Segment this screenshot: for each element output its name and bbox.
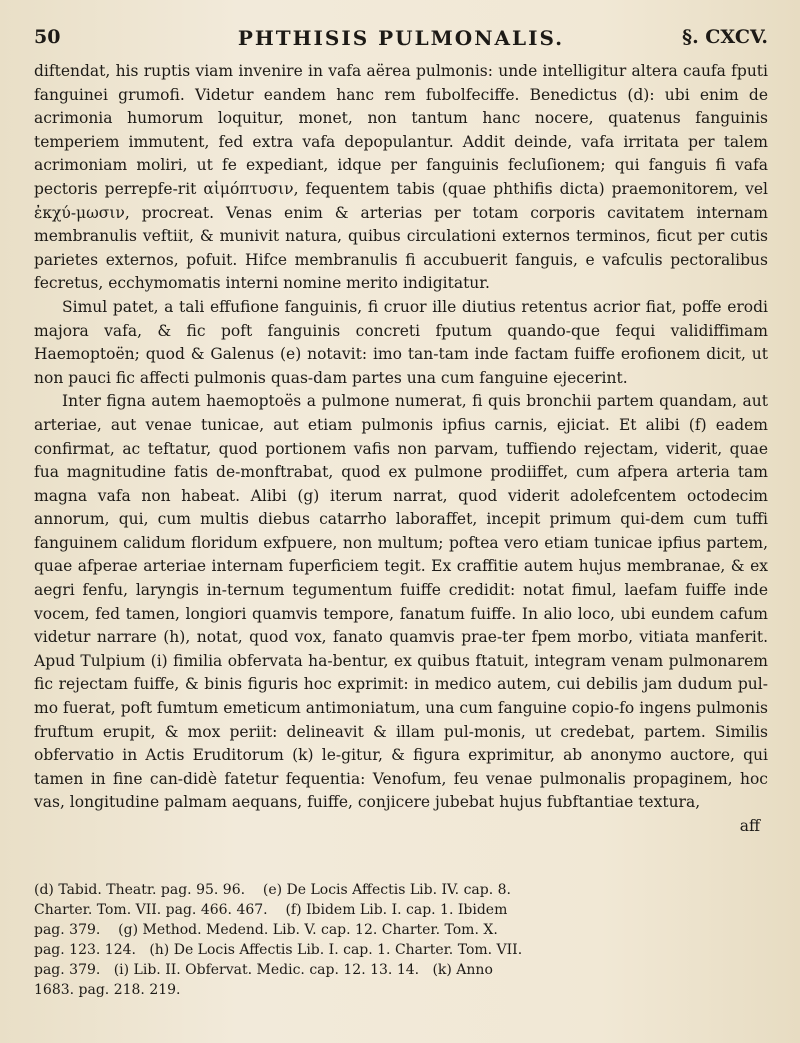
- running-header: [34, 26, 768, 56]
- footnote-g: (g) Method. Medend. Lib. V. cap. 12. Charter. Tom. X.: [118, 922, 498, 938]
- section-number: §. CXCV.: [682, 26, 768, 48]
- footnote-d: (d) Tabid. Theatr. pag. 95. 96. (e) De Locis Affectis Lib. IV. cap. 8.: [34, 882, 511, 898]
- footnote-i: (i) Lib. II. Obfervat. Medic. cap. 12. 13. 14.: [113, 962, 420, 978]
- running-title: PHTHISIS PULMONALIS.: [237, 26, 565, 50]
- paragraph-3: Inter figna autem haemoptoës a pulmone numerat, fi quis bronchii partem quandam, aut arteriae, aut venae tunicae, aut etiam pulmonis ipfius carnis, ejiciat. Et alibi (f) eadem confirmat, ac teftatur, quod portionem vafis non parvam, tuffiendo rejectam, viderit, quae fua magnitudine fatis de-monftrabat, quod ex pulmone prodiiffet, cum afpera arteria tam magna vafa non habeat. Alibi (g) iterum narrat, quod viderit adolefcentem octodecim annorum, qui, cum multis diebus catarrho laboraffet, incepit primum qui-dem cum tuffi fanguinem calidum floridum exfpuere, non multum; poftea vero etiam tunicae ipfius partem, quae afperae arteriae internam fuperficiem tegit. Ex craffitie autem hujus membranae, & ex aegri fenfu, laryngis in-ternum tegumentum fuiffe credidit: notat fimul, laefam fuiffe inde vocem, fed tamen, longiori quamvis tempore, fanatum fuiffe. In alio loco, ubi eundem cafum videtur narrare (h), notat, quod vox, fanato quamvis prae-ter fpem morbo, vitiata manferit. Apud Tulpium (i) fimilia obfervata ha-bentur, ex quibus ftatuit, integram venam pulmonarem fic rejectam fuiffe, & binis figuris hoc exprimit: in medico autem, cui debilis jam dudum pul-mo fuerat, poft fumtum emeticum antimoniatum, una cum fanguine copio-fo ingens pulmonis fruftum erupit, & mox periit: delineavit & illam pul-monis, ut credebat, partem. Similis obfervatio in Actis Eruditorum (k) le-gitur, & figura exprimitur, ab anonymo auctore, qui tamen in fine can-didè fatetur fequentia: Venofum, feu venae pulmonalis propaginem, hoc vas, longitudine palmam aequans, fuiffe, conjicere jubebat hujus fubftantiae textura,: [34, 392, 768, 812]
- footnote-line-4: pag. 123. 124. (h) De Locis Affectis Lib. I. cap. 1. Charter. Tom. VII.: [34, 942, 523, 958]
- paragraph-2: Simul patet, a tali effufione fanguinis, fi cruor ille diutius retentus acrior fiat, poffe erodi majora vafa, & fic poft fanguinis concreti fputum quando-que fequi validiffimam Haemoptoën; quod & Galenus (e) notavit: imo tan-tam inde factam fuiffe erofionem dicit, ut non pauci fic affecti pulmonis quas-dam partes una cum fanguine ejecerint.: [34, 297, 768, 387]
- footnote-f: (f) Ibidem Lib. I. cap. 1. Ibidem: [285, 902, 508, 918]
- footnote-h: (h) De Locis Affectis Lib. I. cap. 1. Charter. Tom. VII.: [149, 942, 523, 958]
- footnote-line-6: 1683. pag. 218. 219.: [34, 982, 181, 998]
- footnote-line-2: Charter. Tom. VII. pag. 466. 467. (f) Ibidem Lib. I. cap. 1. Ibidem: [34, 902, 508, 918]
- footnote-k: (k) Anno: [432, 962, 493, 978]
- main-text: [34, 60, 768, 839]
- footnote-line-3: pag. 379. (g) Method. Medend. Lib. V. cap. 12. Charter. Tom. X.: [34, 922, 498, 938]
- footnote-line-5: pag. 379. (i) Lib. II. Obfervat. Medic. cap. 12. 13. 14. (k) Anno: [34, 962, 493, 978]
- footnote-e: (e) De Locis Affectis Lib. IV. cap. 8.: [262, 882, 511, 898]
- catchword: aff: [739, 817, 760, 835]
- page-number: 50: [34, 26, 61, 48]
- footnotes: [34, 880, 768, 1000]
- paragraph-1: diftendat, his ruptis viam invenire in vafa aërea pulmonis: unde intelligitur altera caufa fputi fanguinei grumofi. Videtur eandem hanc rem fubolfeciffe. Benedictus (d): ubi enim de acrimonia humorum loquitur, monet, non tantum hanc nocere, quatenus fanguinis temperiem immutent, fed extra vafa depopulantur. Addit deinde, vafa irritata per talem acrimoniam moliri, ut fe expediant, idque per fanguinis fecluſionem; qui fanguis fi vafa pectoris perrepfe-rit αἱμόπτυσιν, fequentem tabis (quae phthifis dicta) praemonitorem, vel ἐκχύ-μωσιν, procreat. Venas enim & arterias per totam corporis cavitatem internam membranulis veftiit, & munivit natura, quibus circulationi externos terminos, ficut per cutis parietes externos, pofuit. Hifce membranulis fi accubuerit fanguis, e vafculis pectoralibus fecretus, ecchymomatis interni nomine merito indigitatur.: [34, 62, 768, 293]
